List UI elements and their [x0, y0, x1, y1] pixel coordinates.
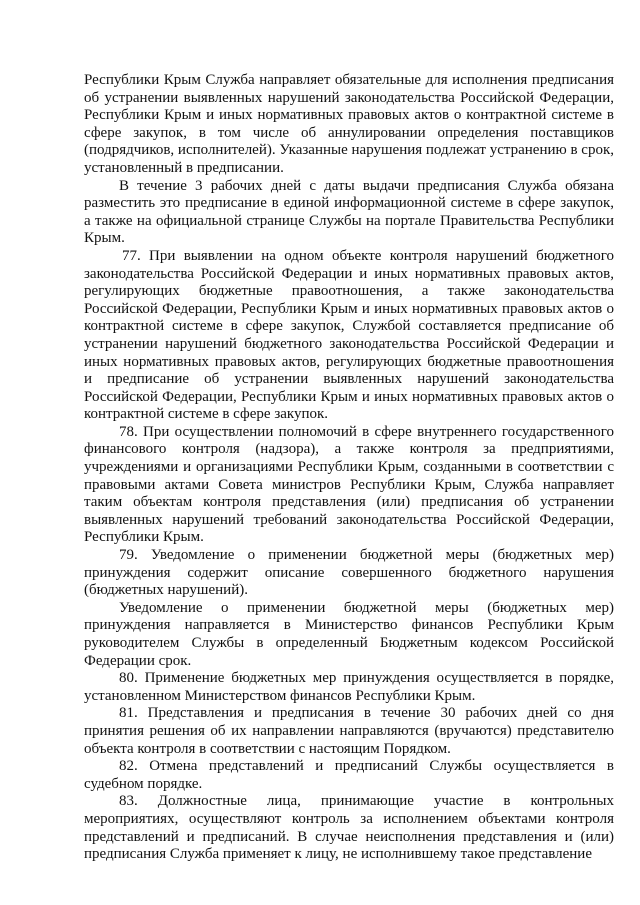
document-page — [84, 72, 614, 864]
paragraph-78: 78. При осуществлении полномочий в сфере внутреннего государственного финансового контроля (надзора), а также контроля за предприятиями, учреждениями и организациями Республики Крым, созданными в соответствии с правовыми актами Совета министров Республики Крым, Служба направляет таким объектам контроля представления (или) предписания об устранении выявленных нарушений требований законодательства Российской Федерации, Республики Крым. — [84, 423, 614, 546]
paragraph-83: 83. Должностные лица, принимающие участие в контрольных мероприятиях, осуществляют контроль за исполнением объектами контроля представлений и предписаний. В случае неисполнения представления и (или) предписания Служба применяет к лицу, не исполнившему такое представление — [84, 793, 614, 863]
paragraph-79-notice: Уведомление о применении бюджетной меры (бюджетных мер) принуждения направляется в Министерство финансов Республики Крым руководителем Службы в определенный Бюджетным кодексом Российской Федерации срок. — [84, 599, 614, 669]
paragraph-79: 79. Уведомление о применении бюджетной меры (бюджетных мер) принуждения содержит описание совершенного бюджетного нарушения (бюджетных нарушений). — [84, 547, 614, 599]
paragraph-77: 77. При выявлении на одном объекте контроля нарушений бюджетного законодательства Российской Федерации и иных нормативных правовых актов, регулирующих бюджетные правоотношения, а также законодательства Российской Федерации, Республики Крым и иных нормативных правовых актов о контрактной системе в сфере закупок, Службой составляется предписание об устранении нарушений бюджетного законодательства Российской Федерации и иных нормативных правовых актов, регулирующих бюджетные правоотношения и предписание об устранении выявленных нарушений законодательства Российской Федерации, Республики Крым и иных нормативных правовых актов о контрактной системе в сфере закупок. — [84, 247, 614, 423]
paragraph-80: 80. Применение бюджетных мер принуждения осуществляется в порядке, установленном Министерством финансов Республики Крым. — [84, 670, 614, 704]
paragraph-76-continuation: Республики Крым Служба направляет обязательные для исполнения предписания об устранении выявленных нарушений законодательства Российской Федерации, Республики Крым и иных нормативных правовых актов о контрактной системе в сфере закупок, в том числе об аннулировании определения поставщиков (подрядчиков, исполнителей). Указанные нарушения подлежат устранению в срок, установленный в предписании. — [84, 72, 614, 176]
paragraph-82: 82. Отмена представлений и предписаний Службы осуществляется в судебном порядке. — [84, 758, 614, 792]
paragraph-81: 81. Представления и предписания в течение 30 рабочих дней со дня принятия решения об их направлении направляются (вручаются) представителю объекта контроля в соответствии с настоящим Порядком. — [84, 705, 614, 757]
paragraph-76-publication: В течение 3 рабочих дней с даты выдачи предписания Служба обязана разместить это предписание в единой информационной системе в сфере закупок, а также на официальной странице Службы на портале Правительства Республики Крым. — [84, 177, 614, 247]
